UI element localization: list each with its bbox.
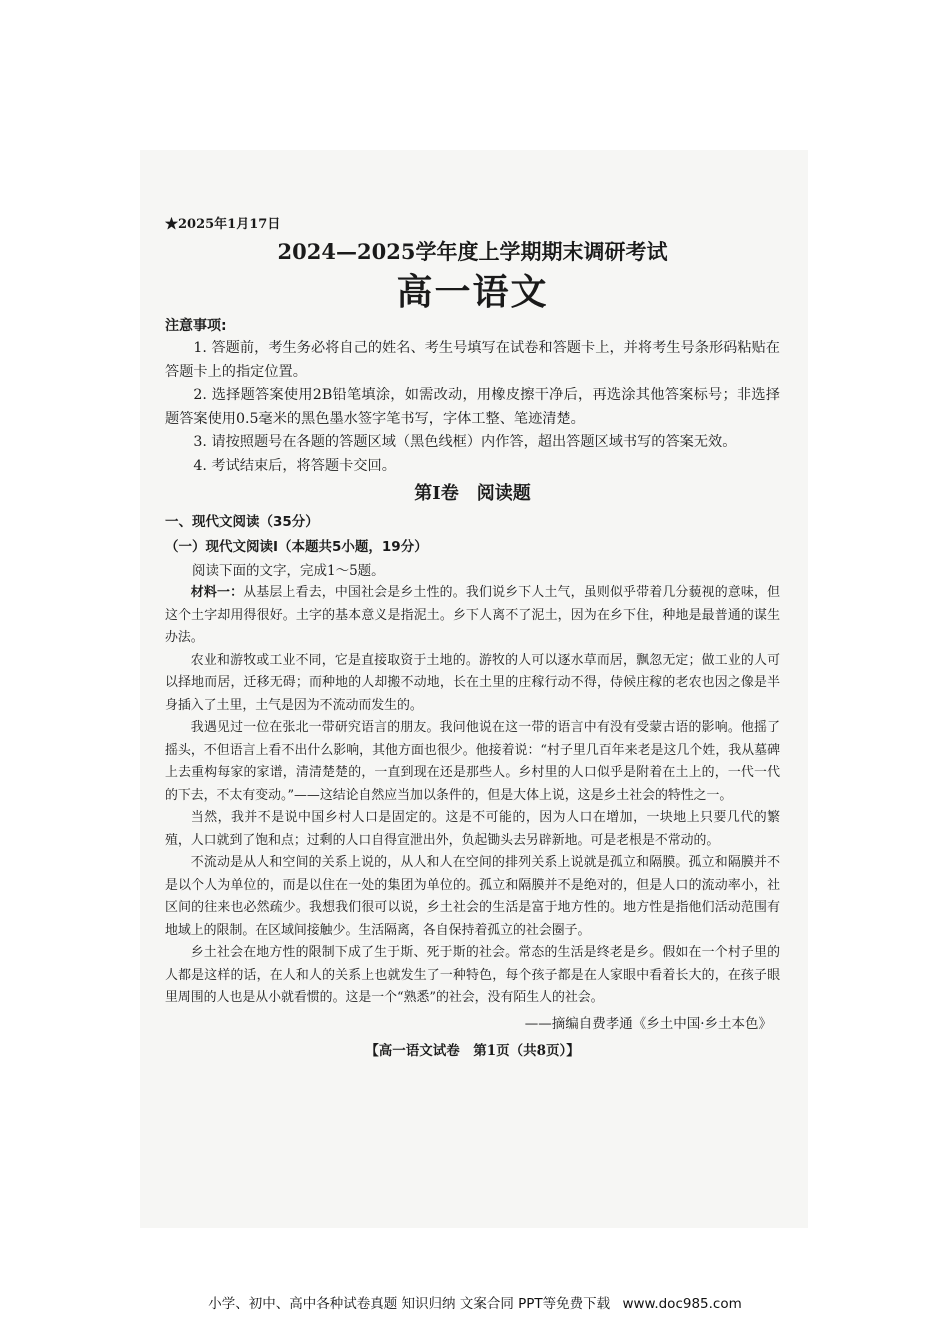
subject-title: 高一语文 [396, 271, 549, 313]
sub-heading: （一）现代文阅读Ⅰ（本题共5小题，19分） [165, 539, 428, 555]
material-paragraph-2: 农业和游牧或工业不同，它是直接取资于土地的。游牧的人可以逐水草而居，飘忽无定；做工业的人可以择地而居，迁移无碍；而种地的人却搬不动地，长在土里的庄稼行动不得，侍候庄稼的老农也因之像是半身插入了土里，土气是因为不流动而发生的。 [165, 652, 780, 713]
notice-heading: 注意事项: [165, 318, 227, 334]
section-title: 第I卷 阅读题 [414, 483, 531, 504]
material-paragraph-6: 乡土社会在地方性的限制下成了生于斯、死于斯的社会。常态的生活是终老是乡。假如在一个村子里的人都是这样的话，在人和人的关系上也就发生了一种特色，每个孩子都是在人家眼中看着长大的，在孩子眼里周围的人也是从小就看惯的。这是一个“熟悉”的社会，没有陌生人的社会。 [165, 945, 780, 1005]
part-heading: 一、现代文阅读（35分） [165, 514, 319, 530]
reading-instruction: 阅读下面的文字，完成1～5题。 [192, 563, 385, 579]
notice-item-4: 4. 考试结束后，将答题卡交回。 [193, 457, 396, 474]
material-paragraph-1 [165, 582, 780, 650]
notice-item-1: 1. 答题前，考生务必将自己的姓名、考生号填写在试卷和答题卡上，并将考生号条形码粘贴在答题卡上的指定位置。 [165, 340, 780, 380]
material-text-1: 从基层上看去，中国社会是乡土性的。我们说乡下人土气，虽则似乎带着几分藐视的意味，但这个土字却用得很好。土字的基本意义是指泥土。乡下人离不了泥土，因为在乡下住，种地是最普通的谋生办法。 [165, 585, 781, 645]
exam-date: ★2025年1月17日 [165, 217, 281, 232]
material-paragraph-4: 当然，我并不是说中国乡村人口是固定的。这是不可能的，因为人口在增加，一块地上只要几代的繁殖，人口就到了饱和点；过剩的人口自得宣泄出外，负起锄头去另辟新地。可是老根是不常动的。 [165, 810, 780, 848]
material-label: 材料一： [190, 585, 244, 600]
page-footer: 【高一语文试卷 第1页（共8页）】 [365, 1042, 580, 1059]
material-paragraph-3: 我遇见过一位在张北一带研究语言的朋友。我问他说在这一带的语言中有没有受蒙古语的影响。他摇了摇头，不但语言上看不出什么影响，其他方面也很少。他接着说：“村子里几百年来老是这几个姓，我从墓碑上去重构每家的家谱，清清楚楚的，一直到现在还是那些人。乡村里的人口似乎是附着在土上的，一代一代的下去，不太有变动。”——这结论自然应当加以条件的，但是大体上说，这是乡土社会的特性之一。 [165, 720, 780, 803]
material-source: ——摘编自费孝通《乡土中国·乡土本色》 [524, 1015, 772, 1032]
notice-item-3: 3. 请按照题号在各题的答题区域（黑色线框）内作答，超出答题区域书写的答案无效。 [193, 434, 737, 450]
exam-page [140, 150, 808, 1228]
notice-item-2: 2. 选择题答案使用2B铅笔填涂，如需改动，用橡皮擦干净后，再选涂其他答案标号；非选择题答案使用0.5毫米的黑色墨水签字笔书写，字体工整、笔迹清楚。 [165, 387, 780, 427]
exam-title: 2024—2025学年度上学期期末调研考试 [277, 239, 668, 264]
material-paragraph-5: 不流动是从人和空间的关系上说的，从人和人在空间的排列关系上说就是孤立和隔膜。孤立和隔膜并不是以个人为单位的，而是以住在一处的集团为单位的。孤立和隔膜并不是绝对的，但是人口的流动率小，社区间的往来也必然疏少。我想我们很可以说，乡土社会的生活是富于地方性的。地方性是指他们活动范围有地域上的限制。在区域间接触少。生活隔离，各自保持着孤立的社会圈子。 [165, 855, 780, 938]
download-site-bar [0, 1292, 950, 1316]
site-bar-url[interactable]: www.doc985.com [622, 1296, 742, 1312]
site-bar-text: 小学、初中、高中各种试卷真题 知识归纳 文案合同 PPT等免费下载 [208, 1296, 611, 1312]
